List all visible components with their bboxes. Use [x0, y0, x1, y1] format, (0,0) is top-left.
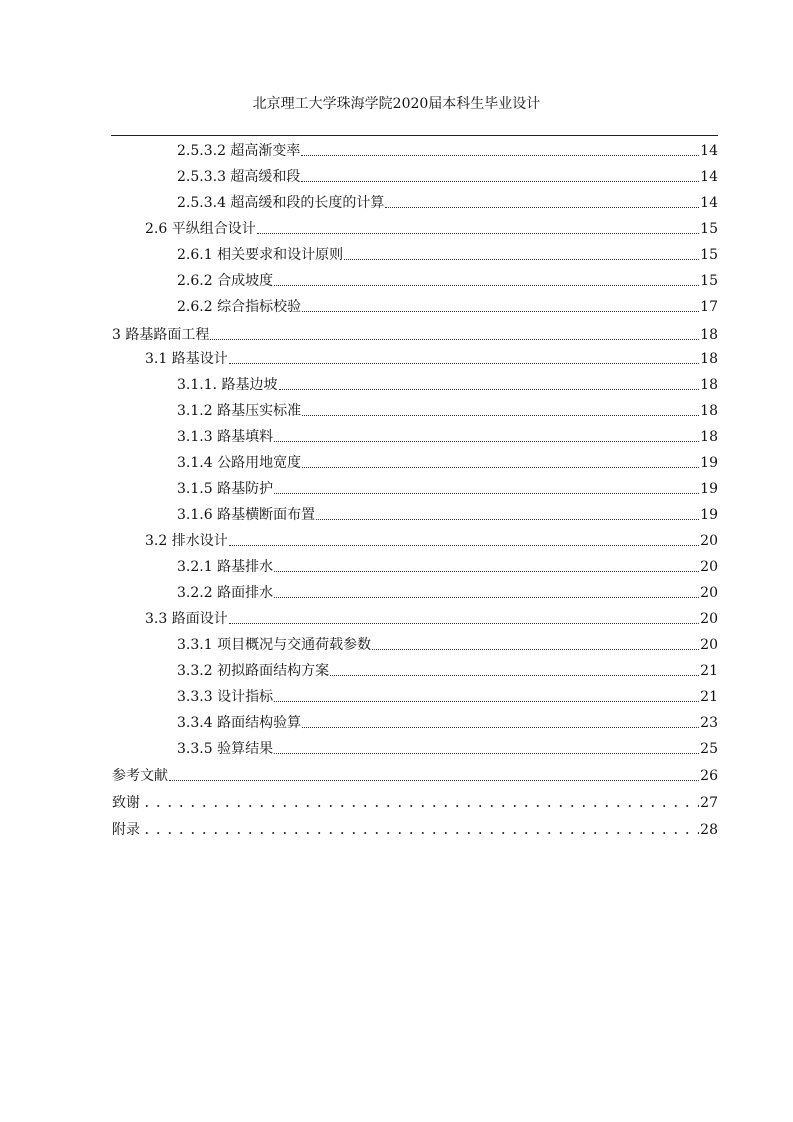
toc-entry-title: 3.2 排水设计 [145, 533, 228, 549]
toc-leader [274, 701, 699, 702]
toc-entry-title: 3.1.4 公路用地宽度 [177, 455, 302, 471]
toc-entry[interactable] [177, 712, 718, 732]
toc-entry-title: 3.1.1. 路基边坡 [177, 377, 278, 393]
toc-entry-title: 3.3 路面设计 [145, 611, 228, 627]
toc-entry[interactable] [177, 556, 718, 576]
toc-leader [344, 259, 699, 260]
toc-entry-page: 20 [700, 637, 718, 653]
toc-entry-page: 19 [700, 481, 718, 497]
toc-entry[interactable] [145, 530, 718, 550]
toc-entry-title: 3 路基路面工程 [112, 327, 210, 343]
toc-entry-title: 2.6.2 综合指标校验 [177, 299, 302, 315]
toc-entry[interactable] [177, 270, 718, 290]
toc-entry-page: 14 [700, 195, 718, 211]
toc-leader [274, 571, 699, 572]
toc-entry-page: 26 [700, 768, 718, 784]
toc-entry-page: 15 [700, 273, 718, 289]
toc-entry-title: 附录 [112, 822, 140, 838]
toc-entry-title: 2.6.2 合成坡度 [177, 273, 274, 289]
toc-leader [274, 597, 699, 598]
toc-leader [210, 339, 699, 340]
toc-entry-page: 18 [700, 377, 718, 393]
toc-entry[interactable] [177, 374, 718, 394]
toc-entry[interactable] [177, 660, 718, 680]
toc-leader [274, 753, 699, 754]
toc-entry-page: 20 [700, 611, 718, 627]
toc-entry[interactable] [145, 218, 718, 238]
toc-entry-page: 19 [700, 455, 718, 471]
toc-leader [141, 804, 699, 808]
toc-leader [330, 675, 699, 676]
toc-leader [279, 389, 700, 390]
toc-entry-title: 2.6.1 相关要求和设计原则 [177, 247, 344, 263]
toc-entry[interactable] [177, 634, 718, 654]
toc-entry-page: 18 [700, 327, 718, 343]
toc-entry-title: 3.3.2 初拟路面结构方案 [177, 663, 330, 679]
toc-entry-title: 3.1.6 路基横断面布置 [177, 507, 316, 523]
toc-leader [229, 545, 699, 546]
toc-leader [229, 623, 699, 624]
toc-entry[interactable] [177, 244, 718, 264]
toc-entry-page: 15 [700, 221, 718, 237]
toc-entry[interactable] [112, 324, 718, 344]
page-header: 北京理工大学珠海学院2020届本科生毕业设计 [252, 96, 541, 112]
toc-entry-title: 致谢 [112, 795, 140, 811]
toc-entry[interactable] [177, 478, 718, 498]
toc-entry-title: 3.1.3 路基填料 [177, 429, 274, 445]
toc-entry[interactable] [145, 348, 718, 368]
toc-entry-page: 21 [700, 663, 718, 679]
toc-leader [141, 831, 699, 835]
toc-leader [302, 467, 699, 468]
toc-entry-title: 2.5.3.2 超高渐变率 [177, 143, 301, 159]
toc-entry[interactable] [177, 738, 718, 758]
toc-entry-page: 27 [700, 795, 718, 811]
toc-entry-page: 14 [700, 143, 718, 159]
toc-leader [301, 155, 699, 156]
toc-entry-page: 14 [700, 169, 718, 185]
toc-leader [302, 311, 699, 312]
toc-entry-page: 23 [700, 715, 718, 731]
toc-entry-title: 2.5.3.3 超高缓和段 [177, 169, 301, 185]
toc-entry[interactable] [177, 686, 718, 706]
toc-entry-title: 3.3.4 路面结构验算 [177, 715, 302, 731]
toc-entry-page: 28 [700, 822, 718, 838]
toc-entry[interactable] [177, 140, 718, 160]
toc-entry-page: 15 [700, 247, 718, 263]
toc-entry-title: 3.3.5 验算结果 [177, 741, 274, 757]
toc-leader [385, 207, 699, 208]
toc-entry[interactable] [112, 819, 718, 839]
toc-entry[interactable] [177, 452, 718, 472]
toc-entry[interactable] [112, 792, 718, 812]
toc-leader [316, 519, 699, 520]
toc-entry-page: 18 [700, 429, 718, 445]
toc-leader [301, 181, 699, 182]
toc-entry-title: 3.2.2 路面排水 [177, 585, 274, 601]
toc-entry[interactable] [177, 400, 718, 420]
toc-entry-page: 20 [700, 585, 718, 601]
toc-entry-page: 20 [700, 559, 718, 575]
toc-entry[interactable] [112, 765, 718, 785]
toc-leader [274, 441, 699, 442]
toc-entry[interactable] [177, 504, 718, 524]
toc-entry-title: 2.5.3.4 超高缓和段的长度的计算 [177, 195, 385, 211]
toc-entry-title: 3.1.2 路基压实标准 [177, 403, 302, 419]
toc-entry-title: 参考文献 [112, 768, 168, 784]
toc-entry[interactable] [177, 426, 718, 446]
toc-entry[interactable] [145, 608, 718, 628]
toc-entry-page: 19 [700, 507, 718, 523]
toc-leader [257, 233, 699, 234]
toc-entry-title: 2.6 平纵组合设计 [145, 221, 256, 237]
toc-leader [274, 493, 699, 494]
toc-entry-title: 3.2.1 路基排水 [177, 559, 274, 575]
toc-entry-title: 3.1.5 路基防护 [177, 481, 274, 497]
toc-entry-page: 21 [700, 689, 718, 705]
toc-entry-page: 25 [700, 741, 718, 757]
toc-leader [302, 415, 699, 416]
toc-leader [229, 363, 699, 364]
toc-leader [274, 285, 699, 286]
toc-entry-title: 3.1 路基设计 [145, 351, 228, 367]
toc-entry-title: 3.3.1 项目概况与交通荷载参数 [177, 637, 372, 653]
toc-entry[interactable] [177, 582, 718, 602]
toc-entry[interactable] [177, 166, 718, 186]
toc-entry[interactable] [177, 296, 718, 316]
toc-leader [302, 727, 699, 728]
toc-entry-page: 18 [700, 351, 718, 367]
toc-entry[interactable] [177, 192, 718, 212]
toc-entry-page: 20 [700, 533, 718, 549]
toc-leader [169, 780, 699, 781]
toc-entry-page: 18 [700, 403, 718, 419]
toc-leader [372, 649, 699, 650]
toc-entry-page: 17 [700, 299, 718, 315]
toc-entry-title: 3.3.3 设计指标 [177, 689, 274, 705]
